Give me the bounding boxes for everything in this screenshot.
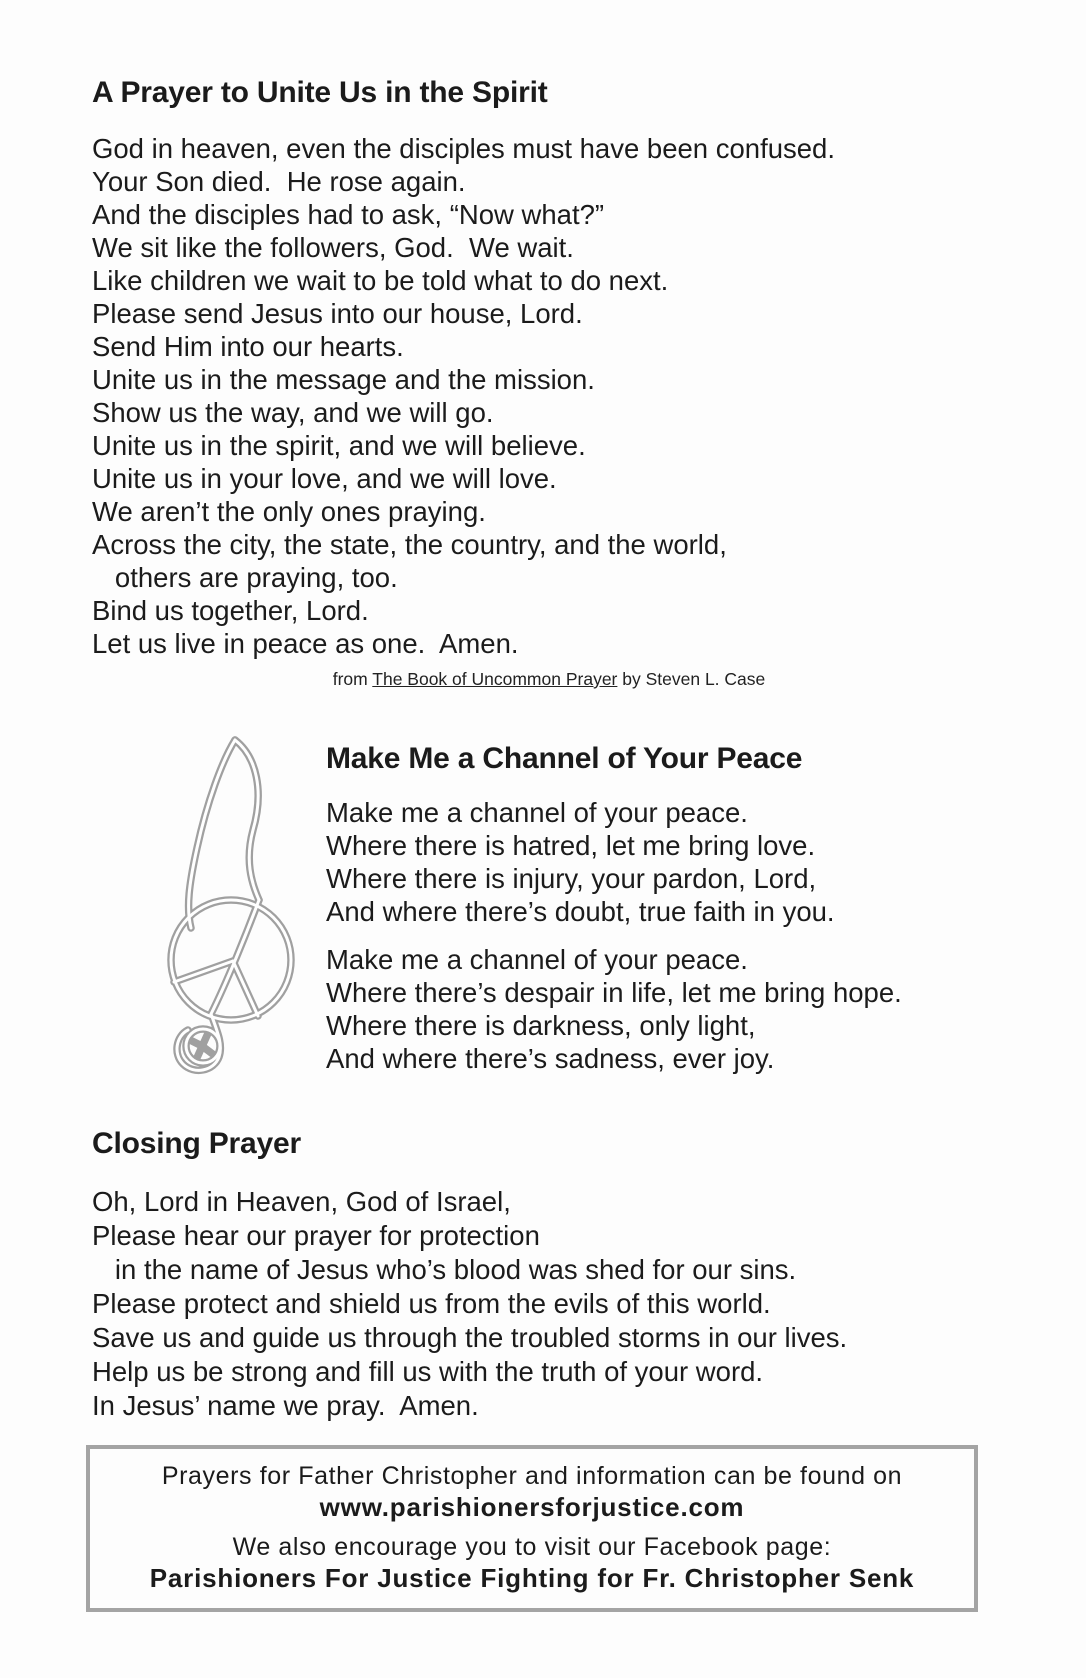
prayer-line: In Jesus’ name we pray. Amen. [92, 1390, 479, 1421]
prayer-line: Save us and guide us through the troubled storms in our lives. [92, 1322, 848, 1353]
lyric-line: Where there is darkness, only light, [326, 1010, 756, 1041]
channel-stanza-2 [326, 943, 902, 1075]
closing-prayer-title: Closing Prayer [92, 1127, 301, 1160]
section-prayer-unite [92, 76, 1006, 690]
lyric-line: Where there’s despair in life, let me bring hope. [326, 977, 902, 1008]
prayer-line: Unite us in the message and the mission. [92, 364, 595, 395]
footer-info-box [86, 1445, 978, 1612]
treble-clef-peace-illustration [128, 730, 318, 1075]
lyric-line: And where there’s sadness, ever joy. [326, 1043, 775, 1074]
prayer-line: Send Him into our hearts. [92, 331, 404, 362]
attribution-suffix: by Steven L. Case [617, 669, 766, 689]
footer-facebook-line: We also encourage you to visit our Facebook page: [232, 1533, 832, 1561]
prayer-line: Let us live in peace as one. Amen. [92, 628, 519, 659]
attribution-prefix: from [332, 669, 373, 689]
prayer-line: Your Son died. He rose again. [92, 166, 466, 197]
clef-inner-highlight-strokes [171, 740, 291, 1070]
prayer-line: And the disciples had to ask, “Now what?” [92, 199, 605, 230]
prayer-line: Like children we wait to be told what to do next. [92, 265, 669, 296]
facebook-page-name: Parishioners For Justice Fighting for Fr. Christopher Senk [149, 1563, 915, 1593]
prayer-unite-title: A Prayer to Unite Us in the Spirit [92, 76, 548, 109]
attribution-book-title: The Book of Uncommon Prayer [372, 669, 618, 689]
lyric-line: Where there is hatred, let me bring love. [326, 830, 816, 861]
section-channel-of-peace [92, 730, 1006, 1075]
prayer-line: Oh, Lord in Heaven, God of Israel, [92, 1186, 511, 1217]
prayer-line: Help us be strong and fill us with the truth of your word. [92, 1356, 764, 1387]
prayer-line: We aren’t the only ones praying. [92, 496, 486, 527]
channel-of-peace-text [326, 730, 902, 1075]
prayer-line: We sit like the followers, God. We wait. [92, 232, 574, 263]
lyric-line: And where there’s doubt, true faith in you. [326, 896, 835, 927]
section-closing-prayer [92, 1127, 1006, 1423]
prayer-line: Across the city, the state, the country, and the world, [92, 529, 727, 560]
prayer-line: Please send Jesus into our house, Lord. [92, 298, 583, 329]
prayer-line-indented: in the name of Jesus who’s blood was shed for our sins. [92, 1254, 797, 1285]
prayer-line: Unite us in the spirit, and we will believe. [92, 430, 586, 461]
lyric-line: Make me a channel of your peace. [326, 944, 748, 975]
prayer-line: Show us the way, and we will go. [92, 397, 494, 428]
prayer-line: Bind us together, Lord. [92, 595, 369, 626]
prayer-line: Please hear our prayer for protection [92, 1220, 540, 1251]
footer-info-line: Prayers for Father Christopher and information can be found on [161, 1462, 903, 1490]
attribution [92, 669, 1006, 690]
prayer-line: Unite us in your love, and we will love. [92, 463, 557, 494]
channel-stanza-1 [326, 796, 902, 928]
closing-prayer-text [92, 1185, 1006, 1423]
prayer-line: Please protect and shield us from the evils of this world. [92, 1288, 771, 1319]
website-url: www.parishionersforjustice.com [319, 1492, 745, 1522]
channel-of-peace-title: Make Me a Channel of Your Peace [326, 742, 803, 775]
prayer-line: God in heaven, even the disciples must have been confused. [92, 133, 835, 164]
lyric-line: Make me a channel of your peace. [326, 797, 748, 828]
lyric-line: Where there is injury, your pardon, Lord, [326, 863, 817, 894]
prayer-unite-text [92, 132, 1006, 660]
prayer-line-indented: others are praying, too. [92, 562, 398, 593]
treble-clef-peace-icon [128, 730, 318, 1075]
